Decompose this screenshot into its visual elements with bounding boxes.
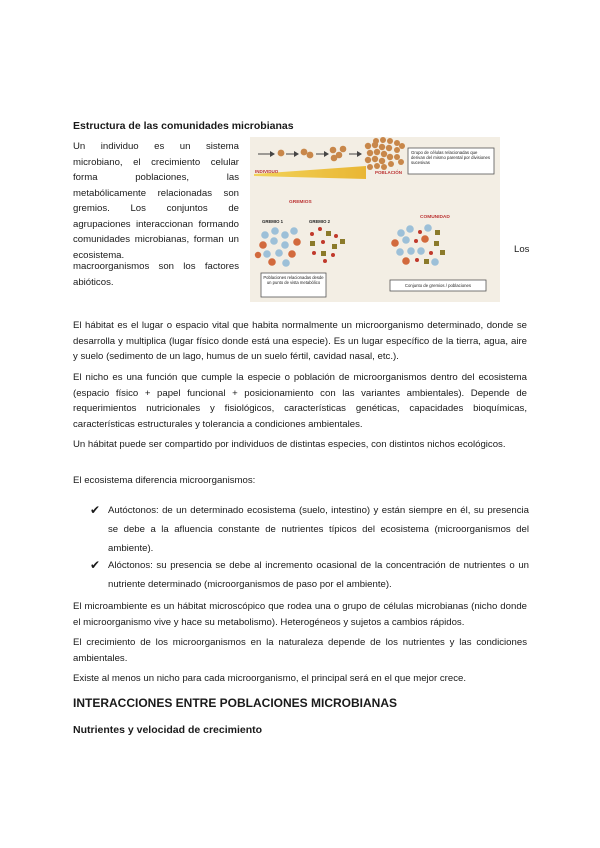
cell <box>330 147 337 154</box>
gremio1-label: GREMIO 1 <box>262 219 284 224</box>
comunidad-box-text: Conjunto de gremios / poblaciones <box>404 283 472 288</box>
microambiente-paragraph: El microambiente es un hábitat microscópico que rodea una o grupo de células microbianas (nicho donde el microorganismo vive y hace su metabolismo). Heterogéneos y sujetos a cambios rápidos. <box>73 601 527 628</box>
check-icon: ✔ <box>90 558 101 572</box>
cell <box>301 149 308 156</box>
intro-paragraph-continuation: Los <box>514 244 530 255</box>
gremios-label: GREMIOS <box>289 200 312 205</box>
bullet-text: Alóctonos: su presencia se debe al incremento ocasional de la concentración de nutrientes o un nutriente determinado (microorganismos de paso por el ambiente). <box>108 560 529 590</box>
bullet-text: Autóctonos: de un determinado ecosistema (suelo, intestino) y están siempre en él, su presencia se debe a la afluencia constante de nutrientes típicos del ecosistema (microorganismos del ambiente). <box>108 505 529 554</box>
community-structure-figure <box>250 137 500 302</box>
gremios-box-text: Poblaciones relacionadas desde un punto de vista metabólico <box>263 275 324 285</box>
gremio2-label: GREMIO 2 <box>309 219 331 224</box>
compartido-paragraph: Un hábitat puede ser compartido por individuos de distintas especies, con distintos nichos ecológicos. <box>73 439 506 450</box>
poblacion-box-text: Grupo de células relacionadas que derivan del mismo parental por divisiones sucesivas <box>411 150 491 166</box>
heading-interacciones: INTERACCIONES ENTRE POBLACIONES MICROBIANAS <box>73 696 398 710</box>
cell <box>331 155 338 162</box>
heading-nutrientes: Nutrientes y velocidad de crecimiento <box>73 724 263 736</box>
diferencia-paragraph: El ecosistema diferencia microorganismos: <box>73 475 256 486</box>
cell <box>278 150 285 157</box>
poblacion-label: POBLACIÓN <box>375 170 402 175</box>
intro-paragraph-end: macroorganismos son los factores abióticos. <box>73 261 239 288</box>
cell <box>340 146 347 153</box>
intro-paragraph: Un individuo es un sistema microbiano, el crecimiento celular forma poblaciones, las metabólicamente relacionadas son gremios. Los conjuntos de agrupaciones interaccionan formando comunidades microbianas, forman un ecosistema. <box>73 141 239 261</box>
individuo-label: INDIVIDUO <box>255 169 279 174</box>
nicho-paragraph: El nicho es una función que cumple la especie o población de microorganismos dentro del ecosistema (espacio físico + papel funcional + posicionamiento con las variantes ambientales). Depende de requerimientos nutricionales y fisiológicos, características genéticas, capacidades bioquímicas, características estructurales y tolerancia a condiciones ambientales. <box>73 372 527 430</box>
cell <box>307 152 314 159</box>
comunidad-label: COMUNIDAD <box>420 215 450 220</box>
habitat-paragraph: El hábitat es el lugar o espacio vital que habita normalmente un microorganismo determinado, donde se desarrolla y multiplica (lugar físico donde está una especie). Es un lugar específico de la tierra, agua, aire y suelo (sedimento de un lago, humus de un suelo fértil, cavidad nasal, etc.). <box>73 320 527 362</box>
section-title: Estructura de las comunidades microbianas <box>73 120 294 132</box>
check-icon: ✔ <box>90 503 101 517</box>
existe-paragraph: Existe al menos un nicho para cada microorganismo, el principal será en el que mejor crece. <box>73 673 467 684</box>
crecimiento-paragraph: El crecimiento de los microorganismos en la naturaleza depende de los nutrientes y las condiciones ambientales. <box>73 637 527 664</box>
